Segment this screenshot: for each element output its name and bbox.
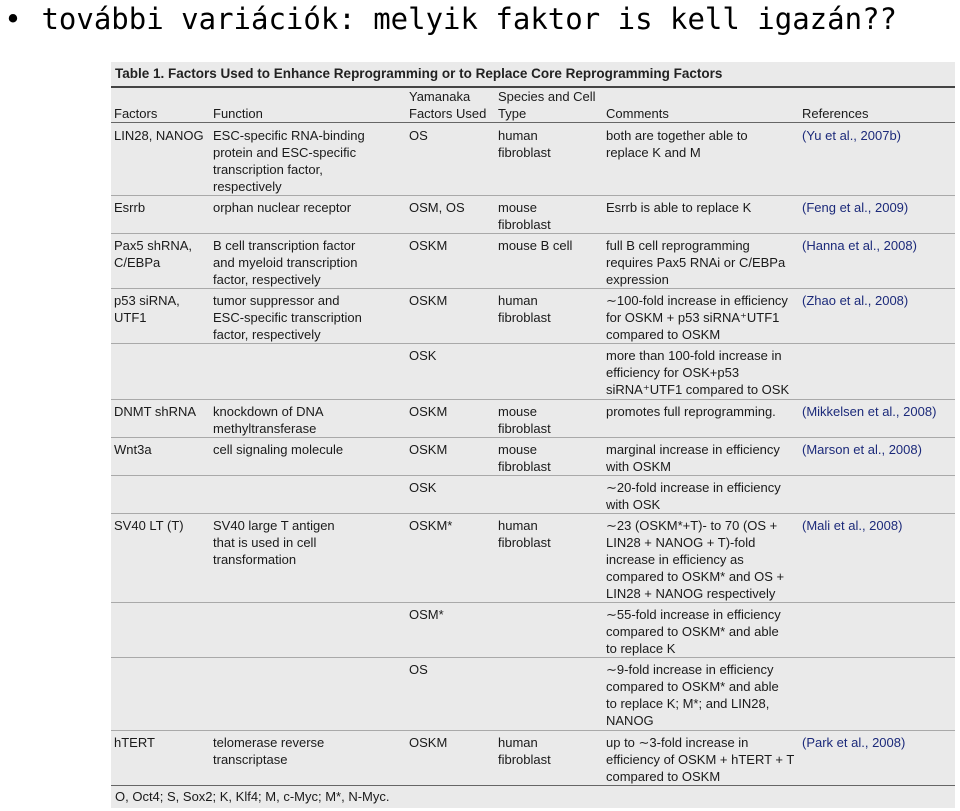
cell-comments: marginal increase in efficiency with OSKM [606,442,780,474]
cell-yamanaka: OSKM [409,442,448,457]
cell-comments: ∼20-fold increase in efficiency with OSK [606,480,781,512]
bullet: • [4,2,22,36]
row-separator [111,437,955,438]
cell-yamanaka: OSM* [409,607,444,622]
cell-function: tumor suppressor and ESC-specific transcription factor, respectively [213,293,362,342]
cell-factors: p53 siRNA, UTF1 [114,293,180,325]
cell-references: (Hanna et al., 2008) [802,238,917,253]
header-comments: Comments [606,106,669,121]
cell-species: human fibroblast [498,293,551,325]
cell-comments: full B cell reprogramming requires Pax5 RNAi or C/EBPa expression [606,238,786,287]
abbreviations-note: O, Oct4; S, Sox2; K, Klf4; M, c-Myc; M*, N-Myc. [115,789,390,804]
cell-factors: Pax5 shRNA, C/EBPa [114,238,193,270]
cell-species: mouse fibroblast [498,442,551,474]
row-separator [111,513,955,514]
cell-comments: ∼23 (OSKM*+T)- to 70 (OS + LIN28 + NANOG + T)-fold increase in efficiency as compared to OSKM* and OS + LIN28 + NANOG respectively [606,518,785,601]
row-separator [111,475,955,476]
cell-function: ESC-specific RNA-binding protein and ESC-specific transcription factor, respectively [213,128,365,194]
cell-references: (Park et al., 2008) [802,735,906,750]
row-separator [111,657,955,658]
cell-function: cell signaling molecule [213,442,344,457]
row-separator [111,195,955,196]
cell-species: human fibroblast [498,518,551,550]
cell-species: mouse fibroblast [498,200,551,232]
cell-references: (Mali et al., 2008) [802,518,903,533]
cell-factors: Esrrb [114,200,146,215]
table-caption: Table 1. Factors Used to Enhance Reprogramming or to Replace Core Reprogramming Factors [115,66,723,81]
cell-comments: up to ∼3-fold increase in efficiency of OSKM + hTERT + T compared to OSKM [606,735,795,784]
row-separator [111,233,955,234]
header-rule [111,122,955,123]
cell-yamanaka: OSKM [409,293,448,308]
row-separator [111,730,955,731]
slide-title-text: további variációk: melyik faktor is kell igazán?? [41,2,897,36]
cell-comments: promotes full reprogramming. [606,404,776,419]
cell-yamanaka: OSK [409,480,437,495]
cell-yamanaka: OSKM [409,735,448,750]
cell-references: (Yu et al., 2007b) [802,128,902,143]
row-separator [111,399,955,400]
row-separator [111,602,955,603]
header-species: Species and Cell Type [498,89,596,121]
cell-comments: both are together able to replace K and M [606,128,748,160]
cell-references: (Feng et al., 2009) [802,200,909,215]
cell-function: knockdown of DNA methyltransferase [213,404,324,436]
cell-species: human fibroblast [498,735,551,767]
cell-comments: ∼55-fold increase in efficiency compared to OSKM* and able to replace K [606,607,781,656]
header-function: Function [213,106,263,121]
cell-comments: Esrrb is able to replace K [606,200,752,215]
slide-title [0,0,960,40]
cell-comments: ∼9-fold increase in efficiency compared to OSKM* and able to replace K; M*; and LIN28, NANOG [606,662,779,728]
cell-yamanaka: OSK [409,348,437,363]
cell-comments: more than 100-fold increase in efficiency for OSK+p53 siRNA⁺UTF1 compared to OSK [606,348,790,397]
header-references: References [802,106,869,121]
cell-species: mouse B cell [498,238,573,253]
row-separator [111,343,955,344]
header-factors: Factors [114,106,158,121]
cell-yamanaka: OS [409,128,428,143]
cell-comments: ∼100-fold increase in efficiency for OSKM + p53 siRNA⁺UTF1 compared to OSKM [606,293,788,342]
cell-yamanaka: OSKM [409,404,448,419]
cell-function: B cell transcription factor and myeloid transcription factor, respectively [213,238,358,287]
cell-species: mouse fibroblast [498,404,551,436]
cell-references: (Mikkelsen et al., 2008) [802,404,937,419]
cell-factors: Wnt3a [114,442,152,457]
cell-factors: SV40 LT (T) [114,518,184,533]
cell-function: SV40 large T antigen that is used in cell transformation [213,518,335,567]
cell-factors: hTERT [114,735,155,750]
cell-yamanaka: OSKM [409,238,448,253]
row-separator [111,288,955,289]
cell-species: human fibroblast [498,128,551,160]
cell-function: telomerase reverse transcriptase [213,735,325,767]
cell-factors: LIN28, NANOG [114,128,204,143]
cell-yamanaka: OSM, OS [409,200,465,215]
header-yamanaka: Yamanaka Factors Used [409,89,487,121]
cell-yamanaka: OS [409,662,428,677]
cell-references: (Marson et al., 2008) [802,442,922,457]
cell-yamanaka: OSKM* [409,518,453,533]
cell-references: (Zhao et al., 2008) [802,293,909,308]
cell-function: orphan nuclear receptor [213,200,352,215]
cell-factors: DNMT shRNA [114,404,197,419]
bottom-rule [111,785,955,786]
factors-table [111,62,955,808]
